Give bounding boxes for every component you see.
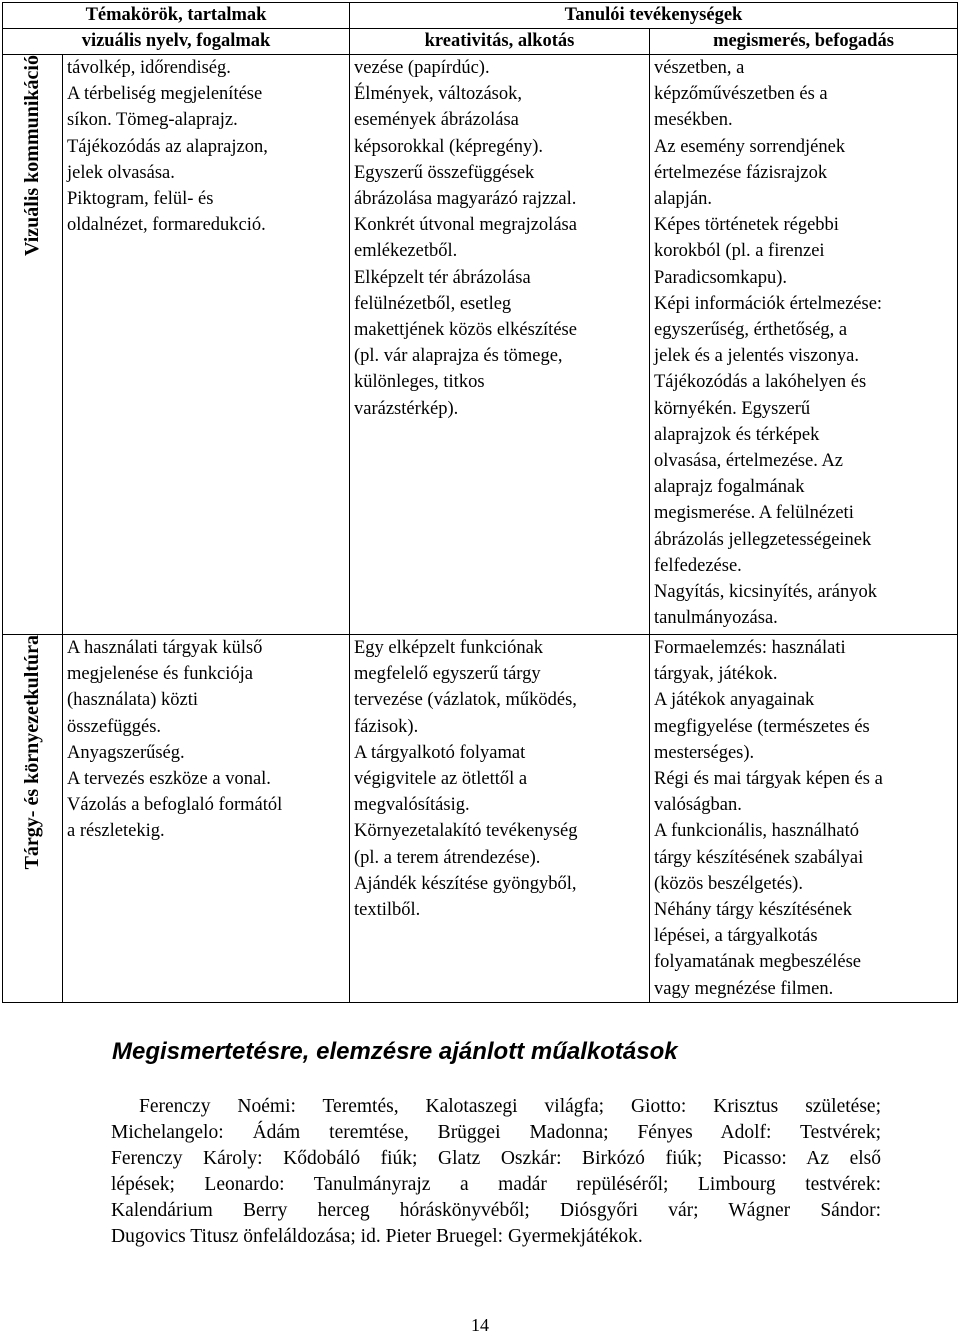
cell-line: tervezése (vázlatok, működés, [354,690,577,711]
cell-line: Egyszerű összefüggések [354,162,535,183]
cell-line: egyszerűség, érthetőség, a [654,320,848,341]
cell-line: fázisok). [354,716,419,737]
cell-line: makettjének közös elkészítése [354,320,577,341]
cell-line: tanulmányozása. [654,608,778,629]
cell-line: alaprajz fogalmának [654,477,805,498]
cell-line: Képi információk értelmezése: [654,293,883,314]
cell-line: textilből. [354,900,421,921]
cell-line: oldalnézet, formaredukció. [67,215,266,236]
cell-line: Elképzelt tér ábrázolása [354,267,531,288]
cell-line: alaprajzok és térképek [654,424,820,445]
cell-line: Tájékozódás a lakóhelyen és [654,372,867,393]
cell-line: Nagyítás, kicsinyítés, arányok [654,582,877,603]
cell-line: (pl. a terem átrendezése). [354,847,541,868]
cell-line: Élmények, változások, [354,84,522,105]
subheader-reception: megismerés, befogadás [650,29,958,55]
cell-line: Anyagszerűség. [67,742,185,763]
cell-line: távolkép, időrendiség. [67,58,231,78]
row-label: Vizuális kommunikáció [21,55,44,256]
paragraph-line: Kalendárium Berry herceg hóráskönyvéből; Diósgyőri vár; Wágner Sándor: [111,1200,881,1221]
table-row [3,635,958,1003]
cell-line: összefüggés. [67,716,162,737]
cell-line: alapján. [654,189,713,210]
cell-line: tárgyak, játékok. [654,664,778,685]
cell-line: megvalósításig. [354,795,470,816]
subheader-visual-language: vizuális nyelv, fogalmak [3,29,350,55]
header-student-activities: Tanulói tevékenységek [350,3,958,29]
cell-line: képsorokkal (képregény). [354,136,544,157]
cell-line: Ajándék készítése gyöngyből, [354,873,577,894]
cell-line: Formaelemzés: használati [654,638,846,658]
cell-line: vezése (papírdúc). [354,58,490,78]
cell-line: ábrázolás jellegzetességeinek [654,529,872,550]
cell-line: Régi és mai tárgyak képen és a [654,769,883,790]
cell-line: A térbeliség megjelenítése [67,84,263,105]
cell-line: A tervezés eszköze a vonal. [67,769,271,790]
cell-line: események ábrázolása [354,110,519,131]
cell-line: emlékezetből. [354,241,458,262]
artworks-paragraph [111,1094,881,1250]
header-topics: Témakörök, tartalmak [3,3,350,29]
cell-line: varázstérkép). [354,398,459,419]
cell-line: mesterséges). [654,742,755,763]
cell-line: vagy megnézése filmen. [654,978,834,999]
creativity-cell [350,55,650,635]
cell-line: értelmezése fázisrajzok [654,162,828,183]
cell-line: megfelelő egyszerű tárgy [354,664,541,685]
cell-line: megismerése. A felülnézeti [654,503,854,524]
paragraph-line: Ferenczy Károly: Kődobáló fiúk; Glatz Oszkár: Birkózó fiúk; Picasso: Az első [111,1148,881,1169]
cell-line: Piktogram, felül- és [67,189,214,210]
cell-line: olvasása, értelmezése. Az [654,451,844,472]
curriculum-table [2,2,958,1003]
cell-line: jelek olvasása. [67,162,175,183]
row-label-cell [3,635,63,1003]
cell-line: Néhány tárgy készítésének [654,900,852,921]
cell-line: a részletekig. [67,821,165,842]
topics-cell [63,635,350,1003]
page-number: 14 [471,1315,489,1335]
row-label-cell [3,55,63,635]
cell-line: Képes történetek régebbi [654,215,839,236]
section-title: Megismertetésre, elemzésre ajánlott műalkotások [112,1038,678,1065]
cell-line: A tárgyalkotó folyamat [354,742,526,763]
cell-line: korokból (pl. a firenzei [654,241,825,262]
cell-line: (pl. vár alaprajza és tömege, [354,346,563,367]
paragraph-line: Michelangelo: Ádám teremtése, Brüggei Madonna; Fényes Adolf: Testvérek; [111,1122,881,1143]
cell-line: Tájékozódás az alaprajzon, [67,136,268,157]
cell-line: Paradicsomkapu). [654,267,788,288]
reception-cell [650,635,958,1003]
table-row [3,55,958,635]
cell-line: környékén. Egyszerű [654,398,811,419]
cell-line: jelek és a jelentés viszonya. [654,346,859,367]
cell-line: Az esemény sorrendjének [654,136,846,157]
cell-line: vészetben, a [654,58,745,78]
cell-line: Egy elképzelt funkciónak [354,638,544,658]
cell-line: felülnézetből, esetleg [354,293,512,314]
topics-cell [63,55,350,635]
creativity-cell [350,635,650,1003]
cell-line: Vázolás a befoglaló formától [67,795,283,816]
cell-line: folyamatának megbeszélése [654,952,861,973]
cell-line: felfedezése. [654,555,742,576]
cell-line: Környezetalakító tevékenység [354,821,578,842]
cell-line: Konkrét útvonal megrajzolása [354,215,577,236]
cell-line: lépései, a tárgyalkotás [654,926,818,947]
cell-line: mesékben. [654,110,733,131]
cell-line: A használati tárgyak külső [67,638,263,658]
row-label: Tárgy- és környezetkultúra [21,635,44,870]
cell-line: különleges, titkos [354,372,485,393]
reception-cell [650,55,958,635]
paragraph-line: Dugovics Titusz önfeláldozása; id. Pieter Bruegel: Gyermekjátékok. [111,1226,643,1247]
cell-line: (közös beszélgetés). [654,873,803,894]
cell-line: végigvitele az ötlettől a [354,769,528,790]
paragraph-line: lépések; Leonardo: Tanulmányrajz a madár repüléséről; Limbourg testvérek: [111,1174,881,1195]
cell-line: (használata) közti [67,690,198,711]
cell-line: valóságban. [654,795,742,816]
cell-line: tárgy készítésének szabályai [654,847,864,868]
cell-line: síkon. Tömeg-alaprajz. [67,110,238,131]
cell-line: megjelenése és funkciója [67,664,253,685]
cell-line: A játékok anyagainak [654,690,815,711]
cell-line: A funkcionális, használható [654,821,859,842]
cell-line: képzőművészetben és a [654,84,828,105]
subheader-creativity: kreativitás, alkotás [350,29,650,55]
cell-line: ábrázolása magyarázó rajzzal. [354,189,577,210]
cell-line: megfigyelése (természetes és [654,716,870,737]
paragraph-line: Ferenczy Noémi: Teremtés, Kalotaszegi világfa; Giotto: Krisztus születése; [139,1096,881,1117]
